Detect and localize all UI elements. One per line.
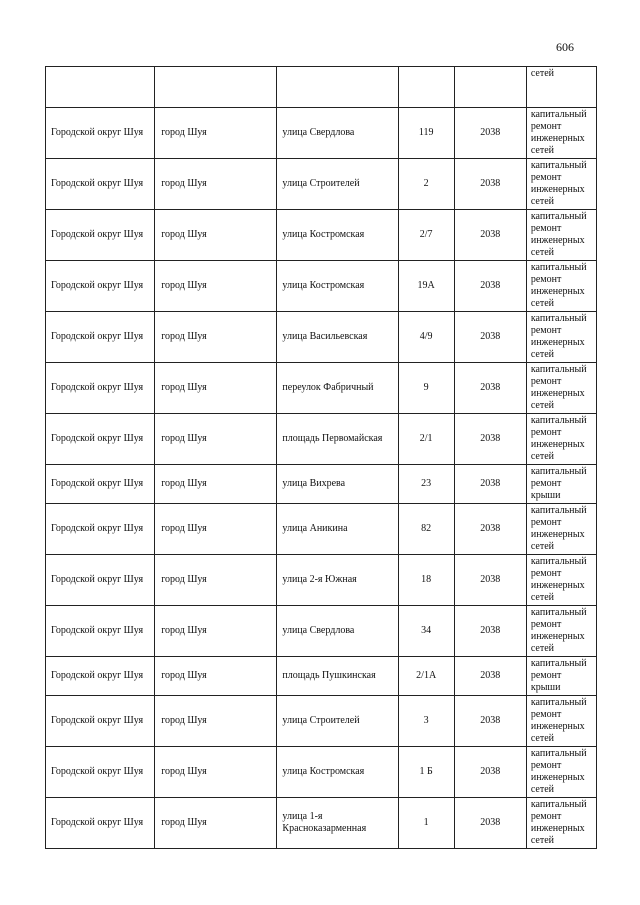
district-cell xyxy=(46,67,155,108)
district-cell: Городской округ Шуя xyxy=(46,108,155,159)
street-cell: улица 1-я Красноказарменная xyxy=(277,798,398,849)
table-row xyxy=(46,312,597,363)
street-cell: переулок Фабричный xyxy=(277,363,398,414)
table-row xyxy=(46,363,597,414)
street-cell: улица Васильевская xyxy=(277,312,398,363)
city-cell: город Шуя xyxy=(155,798,277,849)
house-cell: 4/9 xyxy=(398,312,454,363)
year-cell: 2038 xyxy=(454,108,526,159)
year-cell xyxy=(454,67,526,108)
district-cell: Городской округ Шуя xyxy=(46,465,155,504)
year-cell: 2038 xyxy=(454,747,526,798)
table-body xyxy=(46,67,597,849)
district-cell: Городской округ Шуя xyxy=(46,798,155,849)
year-cell: 2038 xyxy=(454,696,526,747)
table-row xyxy=(46,606,597,657)
year-cell: 2038 xyxy=(454,363,526,414)
continuation-row xyxy=(46,67,597,108)
work-type-cell: капитальный ремонт инженерных сетей xyxy=(526,261,596,312)
city-cell: город Шуя xyxy=(155,261,277,312)
house-cell: 1 Б xyxy=(398,747,454,798)
year-cell: 2038 xyxy=(454,414,526,465)
work-type-cell: капитальный ремонт инженерных сетей xyxy=(526,363,596,414)
year-cell: 2038 xyxy=(454,210,526,261)
city-cell: город Шуя xyxy=(155,657,277,696)
work-type-cell: капитальный ремонт инженерных сетей xyxy=(526,159,596,210)
work-type-cell: капитальный ремонт инженерных сетей xyxy=(526,747,596,798)
district-cell: Городской округ Шуя xyxy=(46,210,155,261)
house-cell: 19А xyxy=(398,261,454,312)
city-cell: город Шуя xyxy=(155,747,277,798)
work-type-cell: капитальный ремонт инженерных сетей xyxy=(526,414,596,465)
table-row xyxy=(46,555,597,606)
house-cell: 3 xyxy=(398,696,454,747)
work-type-cell: капитальный ремонт инженерных сетей xyxy=(526,312,596,363)
city-cell: город Шуя xyxy=(155,210,277,261)
year-cell: 2038 xyxy=(454,159,526,210)
year-cell: 2038 xyxy=(454,312,526,363)
table-row xyxy=(46,465,597,504)
table-row xyxy=(46,657,597,696)
year-cell: 2038 xyxy=(454,657,526,696)
year-cell: 2038 xyxy=(454,798,526,849)
work-type-cell: капитальный ремонт инженерных сетей xyxy=(526,555,596,606)
street-cell: площадь Пушкинская xyxy=(277,657,398,696)
city-cell xyxy=(155,67,277,108)
district-cell: Городской округ Шуя xyxy=(46,363,155,414)
city-cell: город Шуя xyxy=(155,696,277,747)
street-cell: улица Костромская xyxy=(277,747,398,798)
city-cell: город Шуя xyxy=(155,504,277,555)
city-cell: город Шуя xyxy=(155,555,277,606)
street-cell: улица Костромская xyxy=(277,210,398,261)
district-cell: Городской округ Шуя xyxy=(46,312,155,363)
work-type-cell: капитальный ремонт крыши xyxy=(526,465,596,504)
house-cell: 2/7 xyxy=(398,210,454,261)
district-cell: Городской округ Шуя xyxy=(46,747,155,798)
district-cell: Городской округ Шуя xyxy=(46,504,155,555)
work-type-cell: капитальный ремонт инженерных сетей xyxy=(526,606,596,657)
district-cell: Городской округ Шуя xyxy=(46,657,155,696)
street-cell: улица Строителей xyxy=(277,696,398,747)
table-row xyxy=(46,747,597,798)
table-row xyxy=(46,798,597,849)
house-cell: 34 xyxy=(398,606,454,657)
street-cell: улица Вихрева xyxy=(277,465,398,504)
work-type-cell: капитальный ремонт крыши xyxy=(526,657,596,696)
year-cell: 2038 xyxy=(454,504,526,555)
work-type-cell: сетей xyxy=(526,67,596,108)
city-cell: город Шуя xyxy=(155,606,277,657)
street-cell: улица Свердлова xyxy=(277,606,398,657)
city-cell: город Шуя xyxy=(155,108,277,159)
city-cell: город Шуя xyxy=(155,312,277,363)
street-cell: улица 2-я Южная xyxy=(277,555,398,606)
district-cell: Городской округ Шуя xyxy=(46,606,155,657)
house-cell: 2/1А xyxy=(398,657,454,696)
table-row xyxy=(46,261,597,312)
year-cell: 2038 xyxy=(454,261,526,312)
street-cell: улица Костромская xyxy=(277,261,398,312)
city-cell: город Шуя xyxy=(155,363,277,414)
table-row xyxy=(46,159,597,210)
table-row xyxy=(46,210,597,261)
year-cell: 2038 xyxy=(454,606,526,657)
house-cell: 2/1 xyxy=(398,414,454,465)
year-cell: 2038 xyxy=(454,555,526,606)
work-type-cell: капитальный ремонт инженерных сетей xyxy=(526,696,596,747)
street-cell: улица Аникина xyxy=(277,504,398,555)
work-type-cell: капитальный ремонт инженерных сетей xyxy=(526,108,596,159)
city-cell: город Шуя xyxy=(155,414,277,465)
district-cell: Городской округ Шуя xyxy=(46,414,155,465)
work-type-cell: капитальный ремонт инженерных сетей xyxy=(526,504,596,555)
repair-schedule-table xyxy=(45,66,597,849)
street-cell: улица Свердлова xyxy=(277,108,398,159)
year-cell: 2038 xyxy=(454,465,526,504)
district-cell: Городской округ Шуя xyxy=(46,555,155,606)
street-cell: площадь Первомайская xyxy=(277,414,398,465)
house-cell: 1 xyxy=(398,798,454,849)
work-type-cell: капитальный ремонт инженерных сетей xyxy=(526,798,596,849)
house-cell: 119 xyxy=(398,108,454,159)
table-row xyxy=(46,504,597,555)
table-row xyxy=(46,108,597,159)
street-cell: улица Строителей xyxy=(277,159,398,210)
city-cell: город Шуя xyxy=(155,159,277,210)
page-number: 606 xyxy=(556,40,574,54)
house-cell xyxy=(398,67,454,108)
district-cell: Городской округ Шуя xyxy=(46,696,155,747)
house-cell: 82 xyxy=(398,504,454,555)
table-row xyxy=(46,414,597,465)
city-cell: город Шуя xyxy=(155,465,277,504)
house-cell: 18 xyxy=(398,555,454,606)
house-cell: 9 xyxy=(398,363,454,414)
table-row xyxy=(46,696,597,747)
work-type-cell: капитальный ремонт инженерных сетей xyxy=(526,210,596,261)
district-cell: Городской округ Шуя xyxy=(46,159,155,210)
house-cell: 23 xyxy=(398,465,454,504)
district-cell: Городской округ Шуя xyxy=(46,261,155,312)
house-cell: 2 xyxy=(398,159,454,210)
street-cell xyxy=(277,67,398,108)
